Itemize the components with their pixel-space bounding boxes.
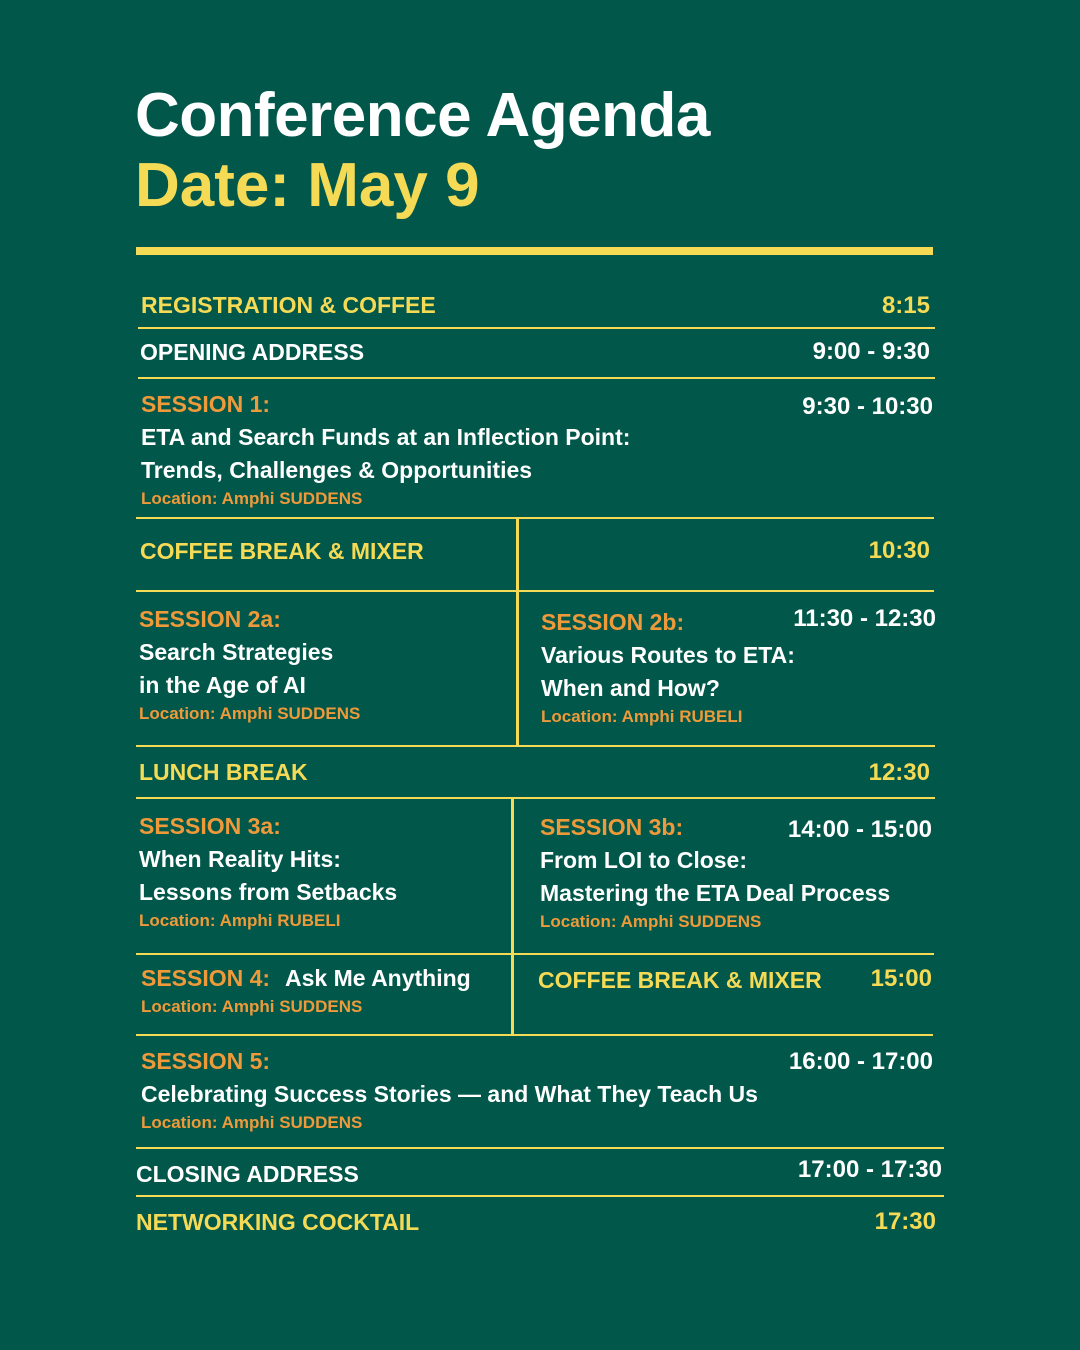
divider-line <box>136 1195 944 1197</box>
lunch-label: LUNCH BREAK <box>139 759 308 785</box>
session2b-title-line2: When and How? <box>541 675 720 701</box>
session1-location: Location: Amphi SUDDENS <box>141 489 363 508</box>
session2a-title-line2: in the Age of AI <box>139 672 306 698</box>
divider-line <box>136 517 934 519</box>
session3b-time: 14:00 - 15:00 <box>787 816 932 843</box>
session4-location: Location: Amphi SUDDENS <box>141 997 363 1016</box>
session1-label: SESSION 1: <box>141 391 271 417</box>
cocktail-time: 17:30 <box>874 1208 936 1235</box>
registration-time: 8:15 <box>881 292 930 319</box>
session2a-title-line1: Search Strategies <box>139 639 334 665</box>
session2b-title-line1: Various Routes to ETA: <box>541 642 795 668</box>
session2b-location: Location: Amphi RUBELI <box>541 707 743 726</box>
lunch-time: 12:30 <box>868 759 930 786</box>
divider-line <box>138 327 935 329</box>
divider-line <box>138 377 935 379</box>
divider-line <box>136 1147 944 1149</box>
session2a-label: SESSION 2a: <box>139 606 281 632</box>
session3a-location: Location: Amphi RUBELI <box>139 911 341 930</box>
divider-line <box>136 797 935 799</box>
column-divider <box>516 519 519 747</box>
opening-time: 9:00 - 9:30 <box>812 338 930 365</box>
session3a-title-line2: Lessons from Setbacks <box>139 879 398 905</box>
session5-label: SESSION 5: <box>141 1048 271 1074</box>
session5-location: Location: Amphi SUDDENS <box>141 1113 363 1132</box>
session3b-location: Location: Amphi SUDDENS <box>540 912 762 931</box>
session1-title-line1: ETA and Search Funds at an Inflection Point: <box>141 424 631 450</box>
session5-title: Celebrating Success Stories — and What They Teach Us <box>141 1081 758 1107</box>
session2b-label: SESSION 2b: <box>541 609 685 635</box>
session1-title-line2: Trends, Challenges & Opportunities <box>141 457 533 483</box>
session3b-label: SESSION 3b: <box>540 814 684 840</box>
session3b-title-line1: From LOI to Close: <box>540 847 747 873</box>
session2a-location: Location: Amphi SUDDENS <box>139 704 361 723</box>
page-title: Conference Agenda <box>135 81 710 150</box>
closing-label: CLOSING ADDRESS <box>136 1161 359 1187</box>
session2b-time: 11:30 - 12:30 <box>793 605 936 632</box>
coffee-break-2-label: COFFEE BREAK & MIXER <box>538 967 822 993</box>
page-date: Date: May 9 <box>135 151 480 220</box>
session3b-title-line2: Mastering the ETA Deal Process <box>540 880 891 906</box>
column-divider <box>511 799 514 1034</box>
registration-label: REGISTRATION & COFFEE <box>141 292 436 318</box>
session3a-title-line1: When Reality Hits: <box>139 846 341 872</box>
cocktail-label: NETWORKING COCKTAIL <box>136 1209 420 1235</box>
opening-label: OPENING ADDRESS <box>140 339 365 365</box>
coffee-break-2-time: 15:00 <box>870 965 932 992</box>
coffee-break-1-time: 10:30 <box>868 537 930 564</box>
divider-line <box>136 590 934 592</box>
divider-line <box>136 745 935 747</box>
session4-label: SESSION 4: <box>141 965 271 991</box>
session4-title: Ask Me Anything <box>285 965 471 991</box>
divider-line <box>136 1034 933 1036</box>
closing-time: 17:00 - 17:30 <box>797 1156 942 1183</box>
session5-time: 16:00 - 17:00 <box>788 1048 933 1075</box>
header-divider <box>136 247 933 255</box>
coffee-break-1-label: COFFEE BREAK & MIXER <box>140 538 424 564</box>
session3a-label: SESSION 3a: <box>139 813 281 839</box>
session1-time: 9:30 - 10:30 <box>802 393 933 420</box>
divider-line <box>136 953 934 955</box>
